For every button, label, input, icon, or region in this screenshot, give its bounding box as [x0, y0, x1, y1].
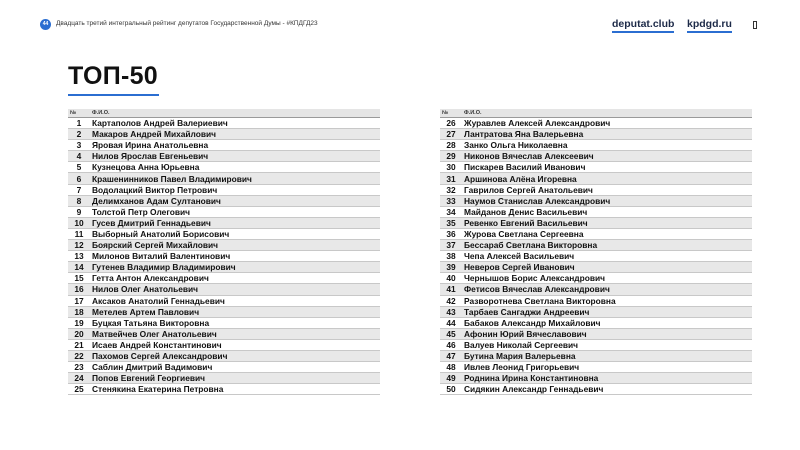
rank-number: 11	[68, 228, 90, 239]
rank-number: 6	[68, 173, 90, 184]
ranking-table-right	[440, 109, 752, 395]
deputy-name: Водолацкий Виктор Петрович	[90, 184, 380, 195]
rank-number: 36	[440, 228, 462, 239]
table-header-row	[68, 109, 380, 118]
deputy-name: Аксаков Анатолий Геннадьевич	[90, 295, 380, 306]
table-row	[440, 339, 752, 350]
table-row	[440, 173, 752, 184]
rank-number: 39	[440, 262, 462, 273]
page-number-badge: 44	[40, 19, 51, 30]
rank-number: 44	[440, 317, 462, 328]
rank-number: 43	[440, 306, 462, 317]
rank-number: 19	[68, 317, 90, 328]
site-link-kpdgd[interactable]	[687, 18, 732, 33]
table-row	[440, 195, 752, 206]
rank-number: 25	[68, 384, 90, 395]
table-row	[68, 173, 380, 184]
rank-number: 37	[440, 240, 462, 251]
table-row	[440, 306, 752, 317]
rank-number: 5	[68, 162, 90, 173]
deputy-name: Гутенев Владимир Владимирович	[90, 262, 380, 273]
header-caption: Двадцать третий интегральный рейтинг депутатов Государственной Думы - #КПДГД23	[56, 20, 318, 27]
table-row	[68, 273, 380, 284]
deputy-name: Ревенко Евгений Васильевич	[462, 217, 752, 228]
rank-number: 40	[440, 273, 462, 284]
deputy-name: Ивлев Леонид Григорьевич	[462, 362, 752, 373]
rank-number: 2	[68, 129, 90, 140]
deputy-name: Майданов Денис Васильевич	[462, 206, 752, 217]
deputy-name: Делимханов Адам Султанович	[90, 195, 380, 206]
deputy-name: Макаров Андрей Михайлович	[90, 129, 380, 140]
rank-number: 24	[68, 373, 90, 384]
deputy-name: Наумов Станислав Александрович	[462, 195, 752, 206]
rank-number: 22	[68, 350, 90, 361]
table-row	[68, 306, 380, 317]
rank-number: 14	[68, 262, 90, 273]
deputy-name: Чернышов Борис Александрович	[462, 273, 752, 284]
table-row	[68, 295, 380, 306]
table-row	[68, 118, 380, 129]
rank-number: 1	[68, 118, 90, 129]
deputy-name: Гаврилов Сергей Анатольевич	[462, 184, 752, 195]
deputy-name: Чепа Алексей Васильевич	[462, 251, 752, 262]
deputy-name: Пискарев Василий Иванович	[462, 162, 752, 173]
table-row	[440, 262, 752, 273]
table-row	[68, 140, 380, 151]
rank-number: 9	[68, 206, 90, 217]
deputy-name: Буцкая Татьяна Викторовна	[90, 317, 380, 328]
table-row	[440, 295, 752, 306]
table-row	[68, 350, 380, 361]
deputy-name: Гусев Дмитрий Геннадьевич	[90, 217, 380, 228]
rank-number: 21	[68, 339, 90, 350]
rank-number: 13	[68, 251, 90, 262]
rank-number: 8	[68, 195, 90, 206]
deputy-name: Кузнецова Анна Юрьевна	[90, 162, 380, 173]
rank-number: 48	[440, 362, 462, 373]
table-row	[440, 240, 752, 251]
table-row	[440, 129, 752, 140]
deputy-name: Выборный Анатолий Борисович	[90, 228, 380, 239]
deputy-name: Бутина Мария Валерьевна	[462, 350, 752, 361]
deputy-name: Гетта Антон Александрович	[90, 273, 380, 284]
rank-number: 7	[68, 184, 90, 195]
deputy-name: Боярский Сергей Михайлович	[90, 240, 380, 251]
table-row	[440, 328, 752, 339]
table-row	[68, 251, 380, 262]
table-row	[68, 151, 380, 162]
deputy-name: Нилов Ярослав Евгеньевич	[90, 151, 380, 162]
deputy-name: Сидякин Александр Геннадьевич	[462, 384, 752, 395]
rank-number: 41	[440, 284, 462, 295]
table-header-row	[440, 109, 752, 118]
rank-number: 23	[68, 362, 90, 373]
table-row	[440, 118, 752, 129]
site-link-deputat[interactable]	[612, 18, 674, 33]
deputy-name: Фетисов Вячеслав Александрович	[462, 284, 752, 295]
deputy-name: Нилов Олег Анатольевич	[90, 284, 380, 295]
column-header-name: Ф.И.О.	[462, 109, 752, 118]
ranking-table-right-body	[440, 118, 752, 395]
rank-number: 34	[440, 206, 462, 217]
table-row	[440, 151, 752, 162]
table-row	[440, 284, 752, 295]
table-row	[68, 162, 380, 173]
table-row	[68, 384, 380, 395]
deputy-name: Тарбаев Сангаджи Андреевич	[462, 306, 752, 317]
rank-number: 42	[440, 295, 462, 306]
table-row	[68, 362, 380, 373]
table-row	[68, 206, 380, 217]
table-row	[440, 228, 752, 239]
deputy-name: Бабаков Александр Михайлович	[462, 317, 752, 328]
deputy-name: Исаев Андрей Константинович	[90, 339, 380, 350]
table-row	[440, 140, 752, 151]
table-row	[68, 339, 380, 350]
table-row	[440, 273, 752, 284]
rank-number: 4	[68, 151, 90, 162]
page-marker-icon	[753, 21, 757, 29]
deputy-name: Матвейчев Олег Анатольевич	[90, 328, 380, 339]
rank-number: 31	[440, 173, 462, 184]
rank-number: 35	[440, 217, 462, 228]
page-title: ТОП-50	[68, 62, 158, 90]
deputy-name: Стенякина Екатерина Петровна	[90, 384, 380, 395]
rank-number: 15	[68, 273, 90, 284]
rank-number: 26	[440, 118, 462, 129]
rank-number: 29	[440, 151, 462, 162]
title-underline	[68, 94, 159, 96]
rank-number: 17	[68, 295, 90, 306]
table-row	[68, 217, 380, 228]
rank-number: 27	[440, 129, 462, 140]
site-link-label: deputat.club	[612, 18, 675, 30]
deputy-name: Лантратова Яна Валерьевна	[462, 129, 752, 140]
rank-number: 32	[440, 184, 462, 195]
table-row	[440, 384, 752, 395]
site-link-label: kpdgd.ru	[687, 18, 732, 30]
deputy-name: Попов Евгений Георгиевич	[90, 373, 380, 384]
table-row	[440, 162, 752, 173]
rank-number: 47	[440, 350, 462, 361]
rank-number: 45	[440, 328, 462, 339]
deputy-name: Журавлев Алексей Александрович	[462, 118, 752, 129]
rank-number: 3	[68, 140, 90, 151]
deputy-name: Картаполов Андрей Валериевич	[90, 118, 380, 129]
rank-number: 18	[68, 306, 90, 317]
deputy-name: Яровая Ирина Анатольевна	[90, 140, 380, 151]
deputy-name: Аршинова Алёна Игоревна	[462, 173, 752, 184]
deputy-name: Толстой Петр Олегович	[90, 206, 380, 217]
deputy-name: Роднина Ирина Константиновна	[462, 373, 752, 384]
deputy-name: Разворотнева Светлана Викторовна	[462, 295, 752, 306]
table-row	[440, 184, 752, 195]
table-row	[68, 284, 380, 295]
deputy-name: Афонин Юрий Вячеславович	[462, 328, 752, 339]
deputy-name: Крашенинников Павел Владимирович	[90, 173, 380, 184]
deputy-name: Пахомов Сергей Александрович	[90, 350, 380, 361]
rank-number: 20	[68, 328, 90, 339]
rank-number: 16	[68, 284, 90, 295]
rank-number: 38	[440, 251, 462, 262]
deputy-name: Саблин Дмитрий Вадимович	[90, 362, 380, 373]
rank-number: 28	[440, 140, 462, 151]
table-row	[440, 251, 752, 262]
table-row	[68, 262, 380, 273]
ranking-table-left	[68, 109, 380, 395]
deputy-name: Бессараб Светлана Викторовна	[462, 240, 752, 251]
table-row	[440, 373, 752, 384]
top-bar	[40, 18, 760, 38]
deputy-name: Милонов Виталий Валентинович	[90, 251, 380, 262]
table-row	[68, 240, 380, 251]
site-link-underline	[612, 31, 674, 33]
table-row	[68, 328, 380, 339]
site-link-underline	[687, 31, 732, 33]
table-row	[68, 228, 380, 239]
rank-number: 46	[440, 339, 462, 350]
rank-number: 12	[68, 240, 90, 251]
table-row	[440, 362, 752, 373]
deputy-name: Журова Светлана Сергеевна	[462, 228, 752, 239]
column-header-number: №	[440, 109, 462, 118]
column-header-number: №	[68, 109, 90, 118]
table-row	[68, 195, 380, 206]
table-row	[68, 184, 380, 195]
rank-number: 10	[68, 217, 90, 228]
table-row	[68, 129, 380, 140]
table-row	[440, 217, 752, 228]
table-row	[440, 206, 752, 217]
table-row	[440, 350, 752, 361]
rank-number: 33	[440, 195, 462, 206]
deputy-name: Неверов Сергей Иванович	[462, 262, 752, 273]
table-row	[440, 317, 752, 328]
rank-number: 50	[440, 384, 462, 395]
column-header-name: Ф.И.О.	[90, 109, 380, 118]
table-row	[68, 317, 380, 328]
rank-number: 49	[440, 373, 462, 384]
ranking-table-left-body	[68, 118, 380, 395]
deputy-name: Никонов Вячеслав Алексеевич	[462, 151, 752, 162]
deputy-name: Занко Ольга Николаевна	[462, 140, 752, 151]
deputy-name: Метелев Артем Павлович	[90, 306, 380, 317]
table-row	[68, 373, 380, 384]
deputy-name: Валуев Николай Сергеевич	[462, 339, 752, 350]
rank-number: 30	[440, 162, 462, 173]
